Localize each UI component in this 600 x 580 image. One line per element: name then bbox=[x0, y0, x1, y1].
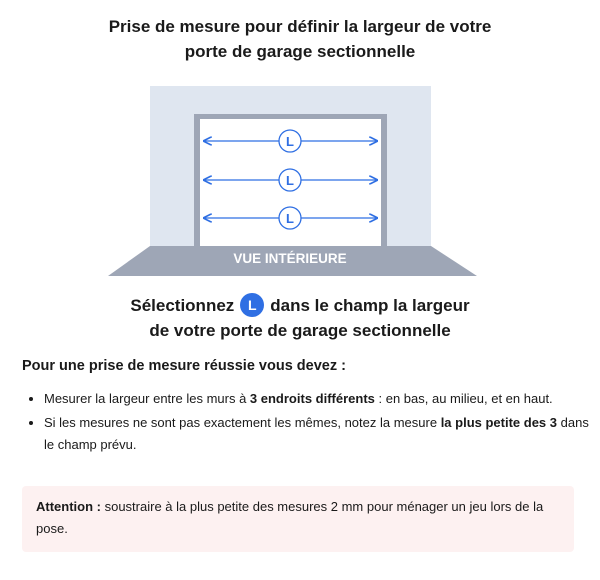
measure-label-bottom: L bbox=[286, 211, 294, 226]
list-item bbox=[44, 388, 592, 410]
list-item-bold: la plus petite des 3 bbox=[440, 415, 558, 430]
view-label: VUE INTÉRIEURE bbox=[233, 251, 347, 266]
title-line-2: porte de garage sectionnelle bbox=[184, 42, 416, 61]
attention-note bbox=[22, 486, 574, 552]
page-title bbox=[0, 14, 600, 64]
list-item-bold: 3 endroits différents bbox=[249, 391, 375, 406]
measure-label-top: L bbox=[286, 134, 294, 149]
title-line-1: Prise de mesure pour définir la largeur de votre bbox=[108, 17, 492, 36]
selection-text-before: Sélectionnez bbox=[130, 296, 235, 315]
selection-line-1 bbox=[0, 294, 600, 319]
selection-instruction bbox=[0, 294, 600, 343]
attention-text: soustraire à la plus petite des mesures 2 mm pour ménager un jeu lors de la pose. bbox=[36, 499, 544, 536]
measure-label-middle: L bbox=[286, 173, 294, 188]
instructions-list bbox=[22, 388, 592, 458]
list-item-text: Si les mesures ne sont pas exactement les mêmes, notez la mesure bbox=[44, 415, 441, 430]
selection-text-after: dans le champ la largeur bbox=[270, 296, 470, 315]
selection-line-2: de votre porte de garage sectionnelle bbox=[149, 320, 451, 340]
instructions-heading: Pour une prise de mesure réussie vous devez : bbox=[22, 358, 346, 374]
measure-badge: L bbox=[240, 293, 264, 317]
list-item-text: Mesurer la largeur entre les murs à bbox=[44, 391, 250, 406]
attention-label: Attention : bbox=[36, 499, 101, 514]
list-item-text: dans le champ prévu. bbox=[44, 415, 589, 452]
list-item bbox=[44, 412, 592, 456]
list-item-text: : en bas, au milieu, et en haut. bbox=[374, 391, 553, 406]
garage-diagram bbox=[0, 84, 600, 280]
